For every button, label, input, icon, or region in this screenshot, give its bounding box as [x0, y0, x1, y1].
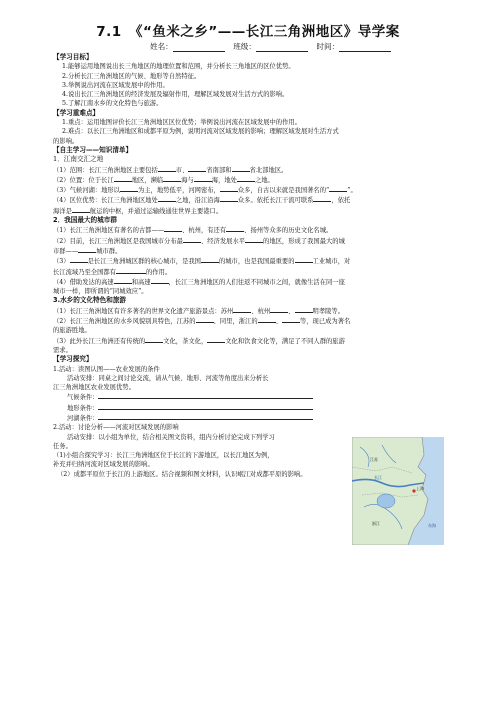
activity-2-question-2: （2）成都平原位于长江的上游地区。结合视频和图文材料，认识岷江对成都平原的影响。: [57, 470, 307, 478]
blank[interactable]: [188, 165, 206, 172]
s2-line-1: （1）长江三角洲地区有著名的古都—— 、杭州，有还有 、扬州等众多的历史文化名城。: [53, 227, 333, 235]
name-label: 姓名：: [150, 42, 173, 51]
river-answer-line[interactable]: [98, 413, 313, 420]
blank[interactable]: [201, 256, 219, 263]
name-field[interactable]: [173, 43, 225, 52]
worksheet-body: [53, 53, 445, 479]
map-label-zhejiang: 浙江: [372, 521, 380, 526]
keypoints-header: 【学习重难点】: [53, 108, 100, 117]
keypoint-item: 的影响。: [53, 137, 79, 145]
blank[interactable]: [313, 195, 331, 202]
activity-2-question-1: （1)小组合探究学习：长江三角洲地区位于长江的下游地区，以长江地区为例，: [53, 452, 274, 460]
s2-line-4: （3） 是长江三角洲城区群的核心城市，是我国 的城市，也是我国最重要的 工业城市，对: [53, 258, 351, 266]
s2-line-3: 市群—— 城市群。: [53, 247, 122, 255]
s2-line-5: 长江流域乃至全国都有 的作用。: [53, 268, 172, 276]
blank[interactable]: [70, 256, 88, 263]
blank[interactable]: [233, 306, 251, 313]
activity-1-task: 活动安排：同桌之间讨论交流，请从气候、地形、河流等角度出来分析长: [67, 374, 269, 382]
s3-line-3: 的旅游胜地。: [53, 327, 91, 335]
s1-line-3: （3）气候河湖：地形以 为主，地势低平，河网密布， 众多，自古以来就是我国著名的“ ”。: [53, 187, 357, 195]
page-title: 7.1 《“鱼米之乡”——长江三角洲地区》导学案: [96, 24, 400, 40]
s2-line-2: （2）目前，长江三角洲地区是我国城市分布最 、经济发展水平 的地区，形成了我国最大的城: [53, 237, 345, 245]
class-label: 班级：: [233, 42, 256, 51]
activity-1-task-cont: 江三角洲地区农业发展优势。: [53, 384, 135, 392]
blank[interactable]: [158, 165, 176, 172]
explore-header: 【学习探究】: [53, 355, 93, 364]
blank[interactable]: [245, 236, 263, 243]
blank[interactable]: [194, 175, 212, 182]
map-label-donghai: 东海: [428, 523, 436, 528]
blank[interactable]: [295, 256, 313, 263]
s3-line-5: 需求。: [53, 346, 72, 354]
section-1-title: 1．江南交汇之地: [53, 155, 104, 164]
climate-answer-line[interactable]: [98, 392, 313, 399]
terrain-condition-row: 地形条件：: [53, 403, 365, 413]
blank[interactable]: [295, 306, 313, 313]
river-condition-row: 河湖条件：: [53, 413, 365, 423]
map-label-changjiang: 长江: [374, 475, 382, 480]
terrain-answer-line[interactable]: [98, 403, 313, 410]
section-3-title: 3.水乡的文化特色和旅游: [53, 296, 127, 305]
keypoint-item: 1.重点：运用地图评价长江三角洲地区区位优势；举例说出河流在区域发展中的作用。: [62, 119, 301, 127]
class-field[interactable]: [256, 43, 308, 52]
blank[interactable]: [258, 316, 276, 323]
time-label: 时间：: [316, 42, 340, 51]
blank[interactable]: [78, 246, 96, 253]
goal-item: 2.分析长江三角洲地区的气候、地形等自然特征。: [62, 72, 201, 80]
blank[interactable]: [164, 225, 182, 232]
blank[interactable]: [237, 175, 255, 182]
blank[interactable]: [196, 316, 214, 323]
goal-item: 5.了解江南水乡的文化特色与旅游。: [62, 100, 163, 108]
keypoint-item: 2.难点：以长江三角洲地区和成都平原为例，说明河流对区域发展的影响；理解区域发展对生活方式: [62, 128, 339, 136]
blank[interactable]: [158, 195, 176, 202]
s1-line-2: （2）位置：位于长江 地区，濒临 海与 海，地处 之地。: [53, 176, 274, 184]
blank[interactable]: [220, 185, 238, 192]
yangtze-delta-map: [352, 437, 444, 545]
blank[interactable]: [114, 175, 132, 182]
self-study-header: 【自主学习——知识清单】: [53, 145, 133, 154]
map-label-shanghai: 上海: [416, 486, 424, 491]
activity-2-task-cont: 任务。: [53, 442, 72, 450]
blank[interactable]: [207, 336, 225, 343]
student-info-row: [150, 41, 397, 52]
blank[interactable]: [72, 206, 90, 213]
blank[interactable]: [220, 195, 238, 202]
activity-2-task: 活动安排：以小组为单位，结合相关图文资料，组内分析讨论完成下列学习: [67, 433, 275, 441]
section-2-title: 2．我国最大的城市群: [53, 216, 117, 225]
blank[interactable]: [282, 316, 300, 323]
s1-line-1: （1）范围：长江三角洲地区主要包括 市、 省南部和 省北部地区。: [53, 166, 288, 174]
blank[interactable]: [114, 277, 132, 284]
blank[interactable]: [163, 175, 181, 182]
s2-line-6: （4）借助发达的高速 和高速 ，长江三角洲地区的人们往返不同城市之间，就像生活在同一座: [53, 278, 345, 286]
time-field[interactable]: [339, 43, 391, 52]
map-label-jiangsu: 江苏: [370, 457, 378, 462]
taihu-lake: [377, 494, 395, 508]
goal-item: 4.说出长江三角洲地区的经济发展及辐射作用，理解区域发展对生活方式的影响。: [62, 91, 289, 99]
s1-line-4: （4）区位优势：长江三角洲地区地处 之地，沿江沿海 众多。依托长江干流可联系 ，依托: [53, 197, 351, 205]
activity-2-title: 2.活动：讨论分析——河流对区域发展的影响: [53, 424, 179, 432]
s3-line-2: （2）长江三角洲地区的水乡风貌别具特色，江苏的 、同里，浙江的 、 等，现已成为著名: [53, 318, 351, 326]
blank[interactable]: [151, 277, 169, 284]
blank[interactable]: [145, 336, 163, 343]
blank[interactable]: [226, 225, 244, 232]
goal-item: 3.举例说出河流在区域发展中的作用。: [62, 81, 169, 89]
s3-line-1: （1）长江三角洲地区有许多著名的世界文化遗产旅游景点：苏州 、杭州 、 明孝陵等。: [53, 307, 344, 315]
goals-header: 【学习目标】: [53, 53, 93, 61]
blank[interactable]: [116, 267, 146, 274]
s1-line-5: 海洋是 航运的中枢，并通过运输线通往世界主要港口。: [53, 207, 223, 215]
blank[interactable]: [329, 185, 347, 192]
activity-2-question-1-cont: 补充并归纳河流对区域发展的影响。: [53, 461, 154, 469]
blank[interactable]: [120, 185, 138, 192]
s2-line-7: 城市一样，即所谓的“同城效应”。: [53, 288, 148, 296]
goal-item: 1.能够运用地图说出长三角地区的地理位置和范围，并分析长三角地区的区位优势。: [62, 63, 295, 71]
blank[interactable]: [232, 165, 250, 172]
s3-line-4: （3）此外长江三角洲还有传统的 文化，茶文化， 文化和饮食文化等，满足了不同人群的旅游: [53, 337, 345, 345]
climate-condition-row: 气候条件：: [53, 392, 365, 402]
activity-1-title: 1.活动：读图认图——农业发展的条件: [53, 365, 160, 373]
blank[interactable]: [270, 306, 288, 313]
blank[interactable]: [183, 236, 201, 243]
